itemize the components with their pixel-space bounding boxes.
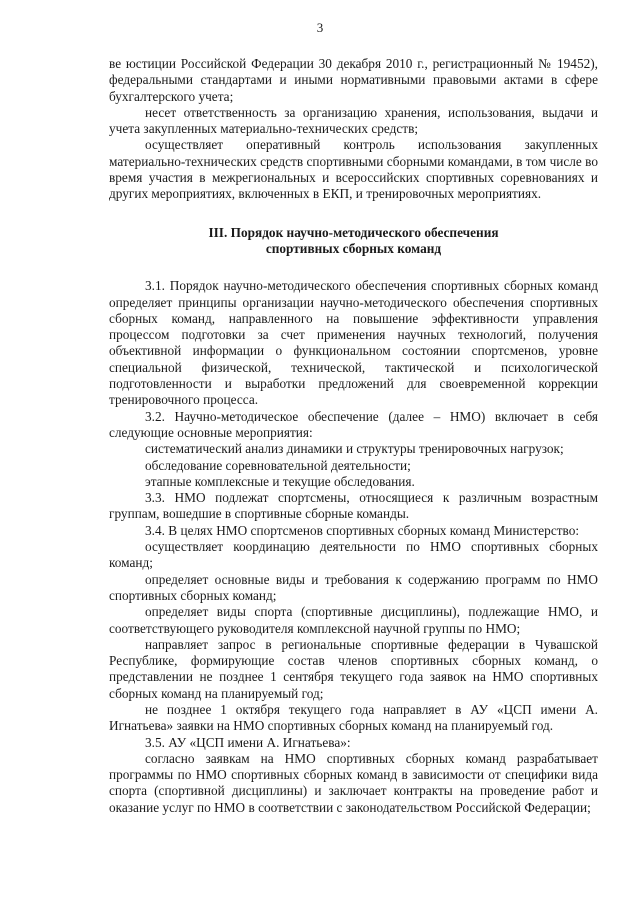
list-item-sports-selection: определяет виды спорта (спортивные дисциплины), подлежащие НМО, и соответствующего руководителя комплексной научной группы по НМО; — [109, 604, 598, 636]
paragraph-3-1: 3.1. Порядок научно-методического обеспечения спортивных сборных команд определяет принципы организации научно-методического обеспечения спортивных сборных команд, направленного на повышение эффективности управления процессом подготовки за счет применения научных технологий, получения объективной информации о функциональном состоянии спортсменов, уровне специальной физической, технической, тактической и психологической подготовленности и выработки предложений для своевременной коррекции тренировочного процесса. — [109, 278, 598, 408]
list-item-coordination: осуществляет координацию деятельности по НМО спортивных сборных команд; — [109, 539, 598, 571]
section-title-line-1: III. Порядок научно-методического обеспечения — [208, 224, 499, 240]
page-number: 3 — [316, 20, 324, 35]
list-item-october-deadline: не позднее 1 октября текущего года направляет в АУ «ЦСП имени А. Игнатьева» заявки на НМО спортивных сборных команд на планируемый год. — [109, 701, 598, 734]
list-item-program-development: согласно заявкам на НМО спортивных сборных команд разрабатывает программы по НМО спортивных сборных команд в зависимости от специфики вида спорта (спортивной дисциплины) и заключает контракты на проведение работ и оказание услуг по НМО в соответствии с законодательством Российской Федерации; — [109, 750, 598, 815]
document-body — [109, 56, 598, 816]
list-item-program-requirements: определяет основные виды и требования к содержанию программ по НМО спортивных сборных команд; — [109, 571, 598, 603]
list-item-competition-survey: обследование соревновательной деятельности; — [145, 457, 411, 473]
paragraph-3-5: 3.5. АУ «ЦСП имени А. Игнатьева»: — [145, 734, 351, 750]
list-item-load-analysis: систематический анализ динамики и структуры тренировочных нагрузок; — [145, 441, 564, 457]
section-title-line-2: спортивных сборных команд — [265, 240, 442, 256]
intro-paragraph-3: осуществляет оперативный контроль использования закупленных материально-технических средств спортивными сборными командами, в том числе во время участия в межрегиональных и всероссийских спортивных соревнованиях и других мероприятиях, включенных в ЕКП, и тренировочных мероприятиях. — [109, 137, 598, 202]
list-item-federation-request: направляет запрос в региональные спортивные федерации в Чувашской Республике, формирующие состав членов спортивных сборных команд, о представлении не позднее 1 сентября текущего года заявок на НМО спортивных сборных команд на планируемый год; — [109, 636, 598, 701]
paragraph-3-4: 3.4. В целях НМО спортсменов спортивных сборных команд Министерство: — [145, 522, 580, 538]
section-title — [109, 225, 598, 258]
list-item-stage-surveys: этапные комплексные и текущие обследования. — [145, 473, 415, 489]
paragraph-3-2: 3.2. Научно-методическое обеспечение (далее – НМО) включает в себя следующие основные мероприятия: — [109, 408, 598, 440]
intro-paragraph-1: ве юстиции Российской Федерации 30 декабря 2010 г., регистрационный № 19452), федеральными стандартами и иными нормативными правовыми актами в сфере бухгалтерского учета; — [109, 56, 598, 104]
intro-paragraph-2: несет ответственность за организацию хранения, использования, выдачи и учета закупленных материально-технических средств; — [109, 104, 598, 137]
paragraph-3-3: 3.3. НМО подлежат спортсмены, относящиеся к различным возрастным группам, вошедшие в спортивные сборные команды. — [109, 490, 598, 522]
